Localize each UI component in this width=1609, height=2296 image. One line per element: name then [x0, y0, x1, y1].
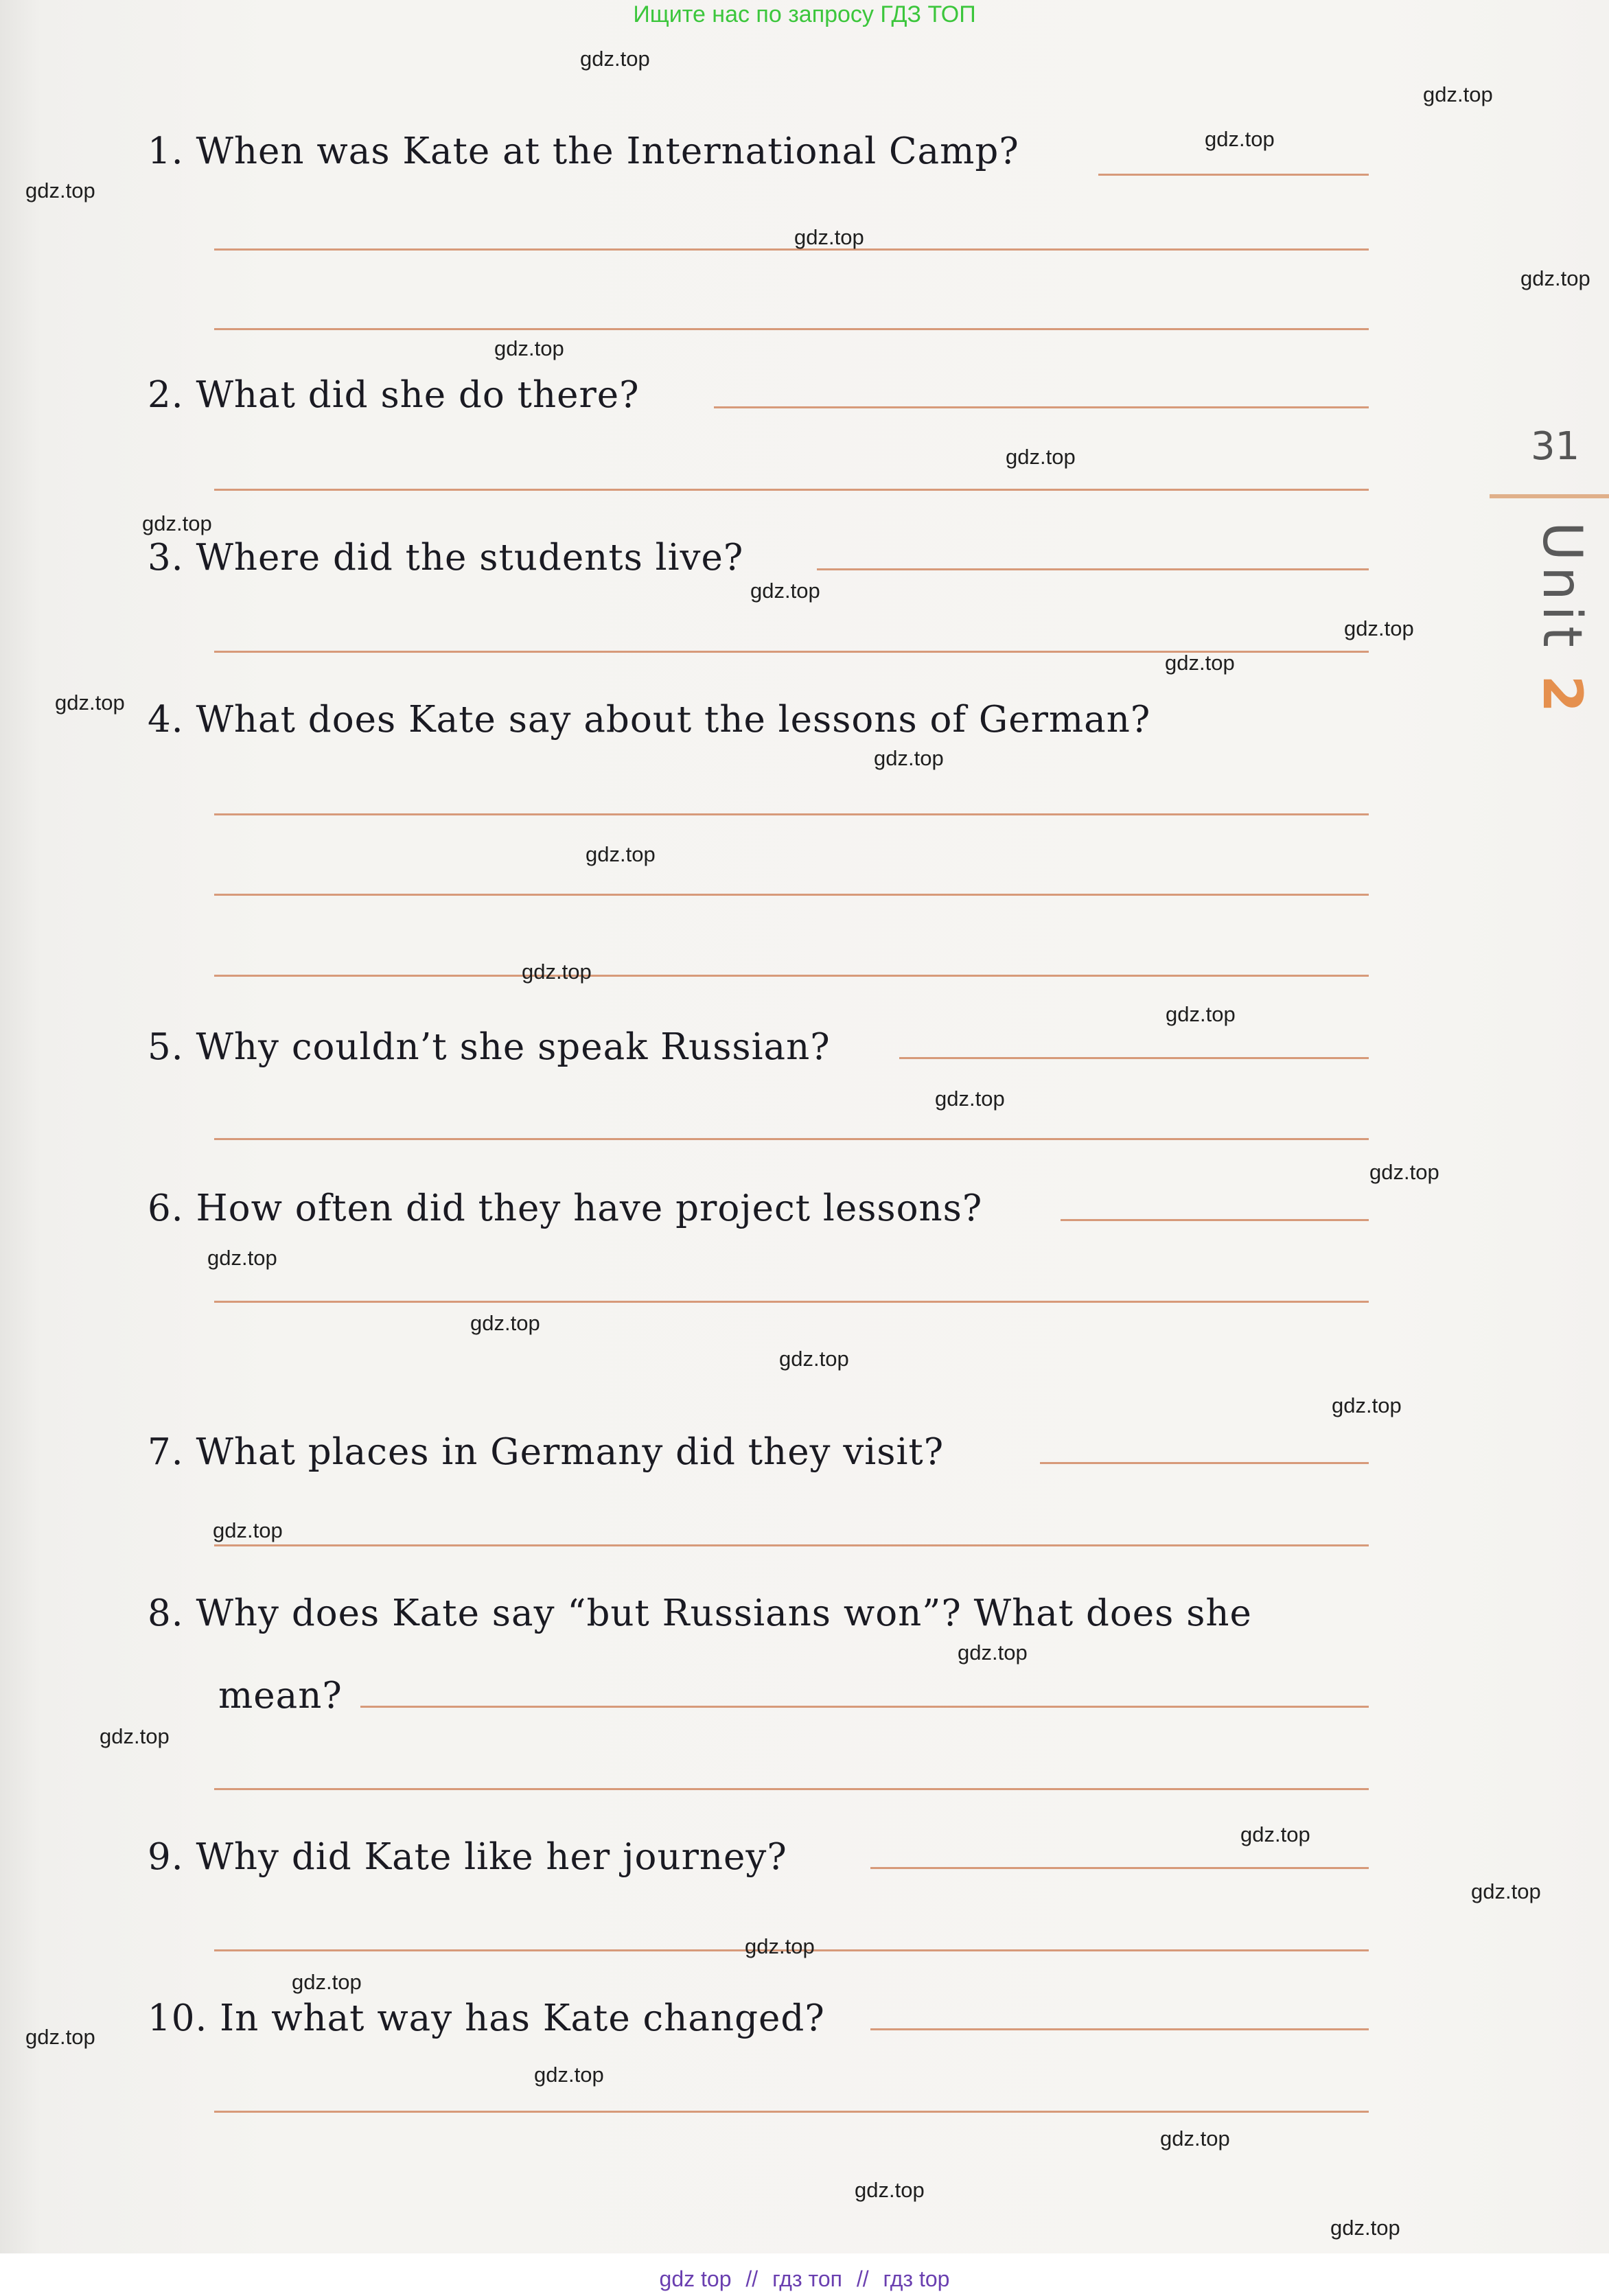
watermark: gdz.top	[522, 960, 592, 984]
answer-line[interactable]	[214, 2111, 1369, 2113]
watermark: gdz.top	[1330, 2216, 1400, 2240]
question-3	[148, 537, 743, 579]
question-5	[148, 1026, 831, 1068]
watermark: gdz.top	[958, 1640, 1028, 1665]
watermark: gdz.top	[874, 746, 944, 770]
footer-separator: //	[745, 2266, 759, 2291]
answer-line[interactable]	[214, 1138, 1369, 1140]
watermark: gdz.top	[292, 1970, 362, 1994]
answer-line[interactable]	[214, 489, 1369, 491]
watermark: gdz.top	[213, 1518, 283, 1542]
question-text: Where did the students live?	[196, 537, 744, 579]
watermark: gdz.top	[55, 691, 125, 715]
answer-line[interactable]	[214, 813, 1369, 815]
question-text: How often did they have project lessons?	[196, 1187, 983, 1229]
watermark: gdz.top	[1369, 1160, 1439, 1184]
watermark: gdz.top	[745, 1934, 815, 1958]
watermark: gdz.top	[1165, 651, 1235, 675]
answer-line[interactable]	[1098, 174, 1369, 176]
watermark: gdz.top	[1520, 266, 1590, 290]
footer-link[interactable]: гдз top	[883, 2266, 950, 2291]
answer-line[interactable]	[214, 1788, 1369, 1790]
watermark: gdz.top	[586, 842, 656, 866]
watermark: gdz.top	[1240, 1822, 1310, 1846]
answer-line[interactable]	[214, 248, 1369, 251]
page-number: 31	[1531, 424, 1580, 469]
question-number: 5.	[148, 1026, 184, 1068]
answer-line[interactable]	[1040, 1462, 1369, 1464]
footer-separator: //	[856, 2266, 869, 2291]
watermark: gdz.top	[1006, 445, 1076, 469]
watermark: gdz.top	[580, 47, 650, 71]
unit-word: Unit	[1531, 522, 1593, 653]
watermark: gdz.top	[1160, 2126, 1230, 2150]
watermark: gdz.top	[494, 336, 564, 360]
question-text: Why did Kate like her journey?	[196, 1836, 787, 1878]
watermark: gdz.top	[1471, 1879, 1541, 1903]
unit-label	[1531, 522, 1593, 718]
watermark: gdz.top	[1205, 127, 1275, 151]
question-9	[148, 1836, 787, 1878]
answer-line[interactable]	[899, 1057, 1369, 1059]
watermark: gdz.top	[470, 1311, 540, 1335]
answer-line[interactable]	[214, 1301, 1369, 1303]
watermark: gdz.top	[25, 2025, 95, 2049]
answer-line[interactable]	[817, 568, 1369, 570]
answer-line[interactable]	[360, 1706, 1369, 1708]
question-4	[148, 699, 1150, 741]
watermark: gdz.top	[534, 2063, 604, 2087]
question-8-continuation: mean?	[218, 1675, 343, 1717]
question-text: Why does Kate say “but Russians won”? What does she	[196, 1592, 1252, 1634]
question-number: 6.	[148, 1187, 184, 1229]
watermark: gdz.top	[207, 1246, 277, 1270]
watermark: gdz.top	[142, 511, 212, 535]
footer-link[interactable]: gdz top	[659, 2266, 732, 2291]
watermark: gdz.top	[794, 225, 864, 249]
question-number: 10.	[148, 1997, 208, 2039]
watermark: gdz.top	[935, 1087, 1005, 1111]
answer-line[interactable]	[870, 2028, 1369, 2030]
unit-divider	[1490, 494, 1609, 498]
question-number: 9.	[148, 1836, 184, 1878]
question-number: 7.	[148, 1431, 184, 1473]
answer-line[interactable]	[1061, 1219, 1369, 1221]
watermark: gdz.top	[1344, 616, 1414, 640]
answer-line[interactable]	[714, 406, 1369, 408]
watermark: gdz.top	[750, 579, 820, 603]
question-1	[148, 130, 1019, 172]
watermark: gdz.top	[1423, 82, 1493, 106]
footer-link[interactable]: гдз топ	[772, 2266, 842, 2291]
watermark: gdz.top	[25, 178, 95, 202]
watermark: gdz.top	[779, 1347, 849, 1371]
question-text: What does Kate say about the lessons of German?	[196, 699, 1151, 741]
question-10	[148, 1997, 825, 2039]
watermark: gdz.top	[855, 2178, 925, 2202]
question-number: 8.	[148, 1592, 184, 1634]
question-number: 3.	[148, 537, 184, 579]
answer-line[interactable]	[870, 1867, 1369, 1869]
question-7	[148, 1431, 944, 1473]
question-text: What places in Germany did they visit?	[196, 1431, 945, 1473]
question-number: 4.	[148, 699, 184, 741]
answer-line[interactable]	[214, 328, 1369, 330]
watermark: gdz.top	[1332, 1393, 1402, 1417]
question-2	[148, 374, 640, 416]
question-number: 1.	[148, 130, 184, 172]
question-text: Why couldn’t she speak Russian?	[196, 1026, 831, 1068]
question-6	[148, 1187, 982, 1229]
answer-line[interactable]	[214, 894, 1369, 896]
question-number: 2.	[148, 374, 184, 416]
question-text: What did she do there?	[196, 374, 640, 416]
top-banner[interactable]: Ищите нас по запросу ГДЗ ТОП	[633, 1, 976, 27]
answer-line[interactable]	[214, 1544, 1369, 1546]
question-8	[148, 1592, 1252, 1634]
unit-number: 2	[1531, 675, 1593, 718]
watermark: gdz.top	[1166, 1002, 1236, 1026]
question-text: In what way has Kate changed?	[220, 1997, 825, 2039]
bottom-banner[interactable]	[0, 2266, 1609, 2292]
question-text: When was Kate at the International Camp?	[196, 130, 1019, 172]
watermark: gdz.top	[100, 1724, 170, 1748]
answer-line[interactable]	[214, 975, 1369, 977]
